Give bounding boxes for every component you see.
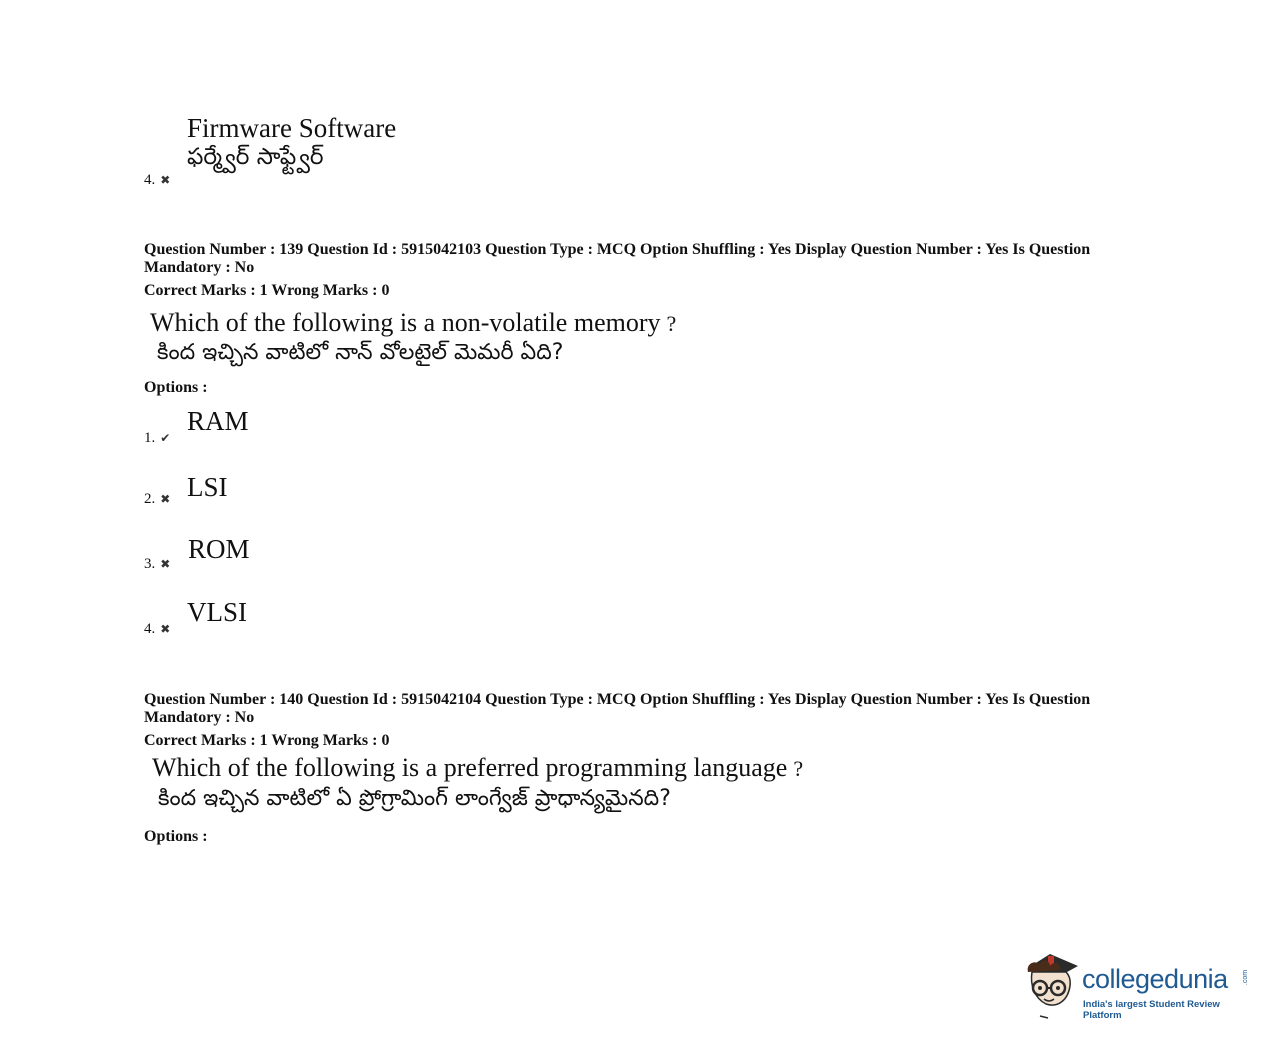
option-2-text: LSI: [187, 472, 228, 502]
correct-check-icon: ✔: [160, 431, 171, 445]
option-3-text: ROM: [188, 534, 250, 564]
question-139-options-label: Options :: [144, 379, 208, 396]
prev-option-text-te: ఫర్మ్వేర్ సాఫ్ట్వేర్: [187, 144, 324, 170]
option-4-row: [144, 621, 170, 638]
wrong-mark-icon: ✖: [160, 557, 171, 571]
logo-name: collegedunia: [1082, 964, 1228, 994]
logo-tagline: India's largest Student Review Platform: [1083, 999, 1220, 1021]
question-mark: ?: [793, 756, 804, 781]
wrong-mark-icon: ✖: [160, 622, 171, 636]
collegedunia-logo: [1020, 950, 1250, 1020]
option-number: 1.: [144, 430, 156, 446]
mascot-icon: [1020, 950, 1082, 1020]
prev-option-text-en: Firmware Software: [187, 113, 397, 143]
option-2-row: [144, 491, 170, 508]
option-4-text: VLSI: [187, 597, 247, 627]
option-number: 3.: [144, 556, 156, 572]
question-139-text-te: కింద ఇచ్చిన వాటిలో నాన్ వోలటైల్ మెమరీ ఏది?: [157, 340, 564, 365]
option-number: 2.: [144, 491, 156, 507]
question-text: Which of the following is a preferred programming language: [152, 753, 788, 782]
question-140-text-te: కింద ఇచ్చిన వాటిలో ఏ ప్రోగ్రామింగ్ లాంగ్వేజ్ ప్రాధాన్యమైనది?: [158, 786, 671, 811]
question-139-meta: Question Number : 139 Question Id : 5915042103 Question Type : MCQ Option Shuffling : Yes Display Question Number : Yes Is Question Mandatory : No: [144, 241, 1091, 276]
wrong-mark-icon: ✖: [160, 173, 171, 187]
prev-option-row: [144, 172, 170, 189]
question-140-meta: Question Number : 140 Question Id : 5915042104 Question Type : MCQ Option Shuffling : Yes Display Question Number : Yes Is Question Mandatory : No: [144, 691, 1091, 726]
question-140-marks: Correct Marks : 1 Wrong Marks : 0: [144, 732, 390, 749]
question-140-text-en: [152, 753, 803, 783]
question-139-marks: Correct Marks : 1 Wrong Marks : 0: [144, 282, 390, 299]
wrong-mark-icon: ✖: [160, 492, 171, 506]
option-1-row: [144, 430, 170, 447]
logo-suffix: .com: [1242, 969, 1250, 986]
question-text: Which of the following is a non-volatile memory: [150, 308, 661, 337]
question-mark: ?: [666, 311, 677, 336]
question-140-options-label: Options :: [144, 828, 208, 845]
option-1-text: RAM: [187, 406, 249, 436]
option-number: 4.: [144, 621, 156, 637]
option-number: 4.: [144, 172, 156, 188]
option-3-row: [144, 556, 170, 573]
question-139-text-en: [150, 308, 676, 338]
